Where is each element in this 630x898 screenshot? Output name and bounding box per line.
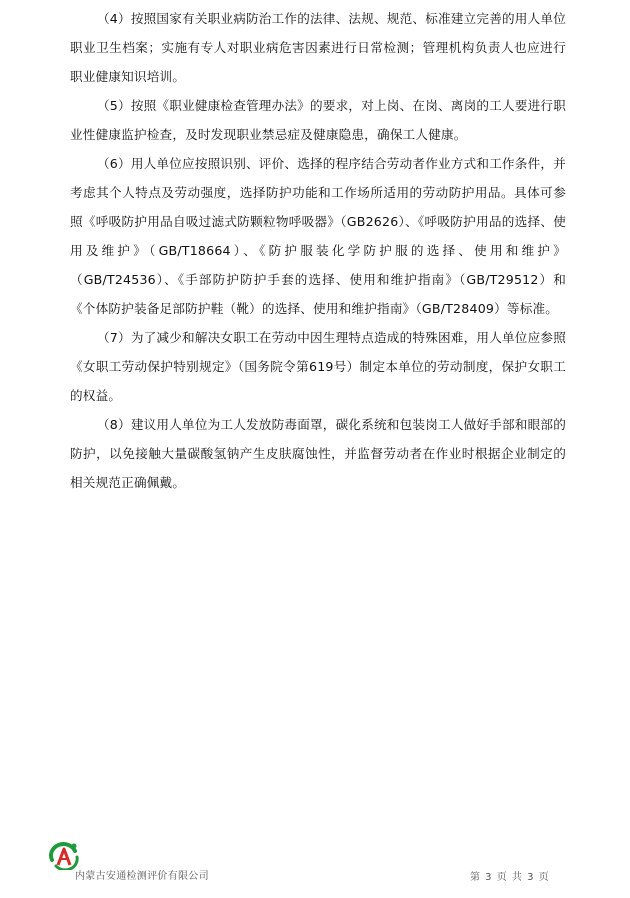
page-number: 第 3 页 共 3 页 (470, 872, 550, 883)
paragraph-8: （8）建议用人单位为工人发放防毒面罩，碳化系统和包装岗工人做好手部和眼部的防护，以免接触大量碳酸氢钠产生皮肤腐蚀性，并监督劳动者在作业时根据企业制定的相关规范正确佩戴。 (70, 417, 566, 490)
paragraph-4: （4）按照国家有关职业病防治工作的法律、法规、规范、标准建立完善的用人单位职业卫生档案；实施有专人对职业病危害因素进行日常检测；管理机构负责人也应进行职业健康知识培训。 (70, 11, 566, 84)
company-name: 内蒙古安通检测评价有限公司 (75, 871, 209, 882)
company-logo-icon (47, 840, 81, 870)
paragraph-5: （5）按照《职业健康检查管理办法》的要求，对上岗、在岗、离岗的工人要进行职业性健康监护检查，及时发现职业禁忌症及健康隐患，确保工人健康。 (70, 98, 566, 142)
paragraph-6: （6）用人单位应按照识别、评价、选择的程序结合劳动者作业方式和工作条件，并考虑其个人特点及劳动强度，选择防护功能和工作场所适用的劳动防护用品。具体可参照《呼吸防护用品自吸过滤式防颗粒物呼吸器》（GB2626）、《呼吸防护用品的选择、使用及维护》（GB/T18664）、《防护服装化学防护服的选择、使用和维护》（GB/T24536）、《手部防护防护手套的选择、使用和维护指南》（GB/T29512）和《个体防护装备足部防护鞋（靴）的选择、使用和维护指南》（GB/T28409）等标准。 (70, 156, 566, 316)
paragraph-7: （7）为了减少和解决女职工在劳动中因生理特点造成的特殊困难，用人单位应参照《女职工劳动保护特别规定》（国务院令第619号）制定本单位的劳动制度，保护女职工的权益。 (70, 330, 566, 403)
page-footer (0, 838, 630, 898)
document-body (70, 4, 566, 497)
